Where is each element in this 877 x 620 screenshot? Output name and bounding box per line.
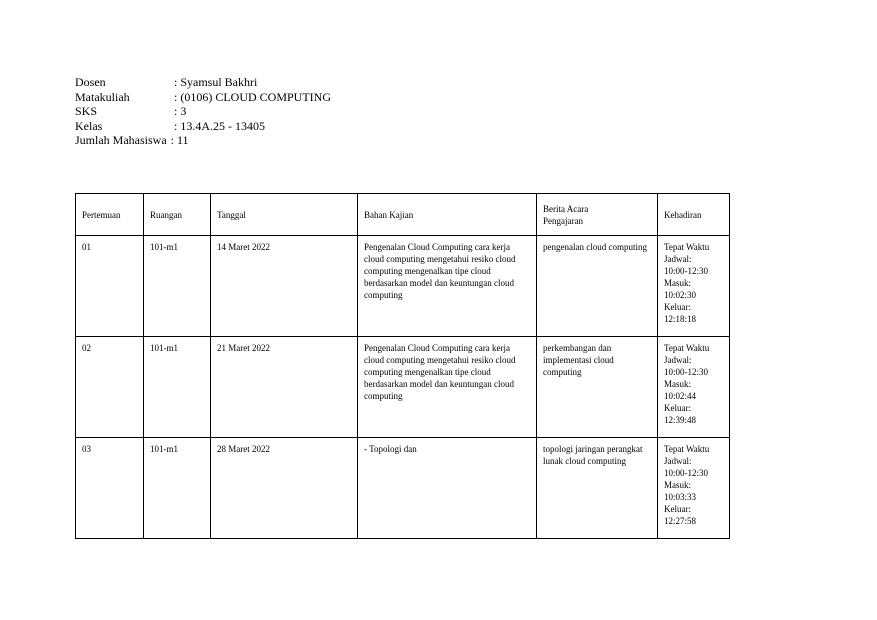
header-berita-line1: Berita Acara [543,203,589,214]
sks-value: : 3 [174,104,187,118]
cell-tanggal: 21 Maret 2022 [211,337,358,438]
jadwal-value: 10:00-12:30 [664,468,708,478]
keluar-value: 12:18:18 [664,314,697,324]
jumlah-mahasiswa-row [75,133,331,148]
cell-berita-acara: perkembangan dan implementasi cloud computing [537,337,658,438]
header-ruangan: Ruangan [144,194,211,236]
jadwal-label: Jadwal: [664,254,692,264]
table-header-row [76,194,730,236]
cell-bahan-kajian: - Topologi dan [358,438,537,539]
header-berita-acara [537,194,658,236]
masuk-value: 10:03:33 [664,492,697,502]
jadwal-label: Jadwal: [664,456,692,466]
matakuliah-value: : (0106) CLOUD COMPUTING [174,89,331,104]
jadwal-value: 10:00-12:30 [664,266,708,276]
cell-bahan-kajian: Pengenalan Cloud Computing cara kerja cloud computing mengetahui resiko cloud computing mengenalkan tipe cloud berdasarkan model dan keuntungan cloud computing [358,337,537,438]
dosen-value: : Syamsul Bakhri [174,75,258,89]
keluar-label: Keluar: [664,302,691,312]
masuk-label: Masuk: [664,379,691,389]
dosen-row [75,75,331,90]
kehadiran-status: Tepat Waktu [664,444,710,454]
kehadiran-status: Tepat Waktu [664,242,710,252]
cell-berita-acara: pengenalan cloud computing [537,236,658,337]
cell-pertemuan: 02 [76,337,144,438]
keluar-value: 12:27:58 [664,516,697,526]
matakuliah-row [75,90,331,105]
keluar-label: Keluar: [664,504,691,514]
cell-ruangan: 101-m1 [144,337,211,438]
jadwal-label: Jadwal: [664,355,692,365]
cell-pertemuan: 03 [76,438,144,539]
cell-kehadiran [658,236,730,337]
attendance-table [75,193,730,539]
table-row [76,438,730,539]
table-row [76,236,730,337]
header-bahan-kajian: Bahan Kajian [358,194,537,236]
cell-kehadiran [658,337,730,438]
cell-kehadiran [658,438,730,539]
cell-ruangan: 101-m1 [144,236,211,337]
header-pertemuan: Pertemuan [76,194,144,236]
kelas-value: : 13.4A.25 - 13405 [174,118,265,133]
masuk-label: Masuk: [664,278,691,288]
masuk-value: 10:02:30 [664,290,697,300]
keluar-label: Keluar: [664,403,691,413]
matakuliah-label: Matakuliah [75,89,130,104]
jumlah-mahasiswa-value: : 11 [170,133,189,147]
header-kehadiran: Kehadiran [658,194,730,236]
kehadiran-status: Tepat Waktu [664,343,710,353]
header-berita-line2: Pengajaran [543,215,583,226]
kelas-label: Kelas [75,118,103,133]
cell-berita-acara: topologi jaringan perangkat lunak cloud computing [537,438,658,539]
cell-bahan-kajian: Pengenalan Cloud Computing cara kerja cloud computing mengetahui resiko cloud computing mengenalkan tipe cloud berdasarkan model dan keuntungan cloud computing [358,236,537,337]
jadwal-value: 10:00-12:30 [664,367,708,377]
course-info [75,75,331,148]
cell-tanggal: 28 Maret 2022 [211,438,358,539]
cell-tanggal: 14 Maret 2022 [211,236,358,337]
table-row [76,337,730,438]
sks-row [75,104,331,119]
keluar-value: 12:39:48 [664,415,697,425]
sks-label: SKS [75,104,98,118]
header-tanggal: Tanggal [211,194,358,236]
masuk-value: 10:02:44 [664,391,697,401]
kelas-row [75,119,331,134]
dosen-label: Dosen [75,75,106,89]
masuk-label: Masuk: [664,480,691,490]
jumlah-mahasiswa-label: Jumlah Mahasiswa [75,133,167,147]
cell-pertemuan: 01 [76,236,144,337]
cell-ruangan: 101-m1 [144,438,211,539]
